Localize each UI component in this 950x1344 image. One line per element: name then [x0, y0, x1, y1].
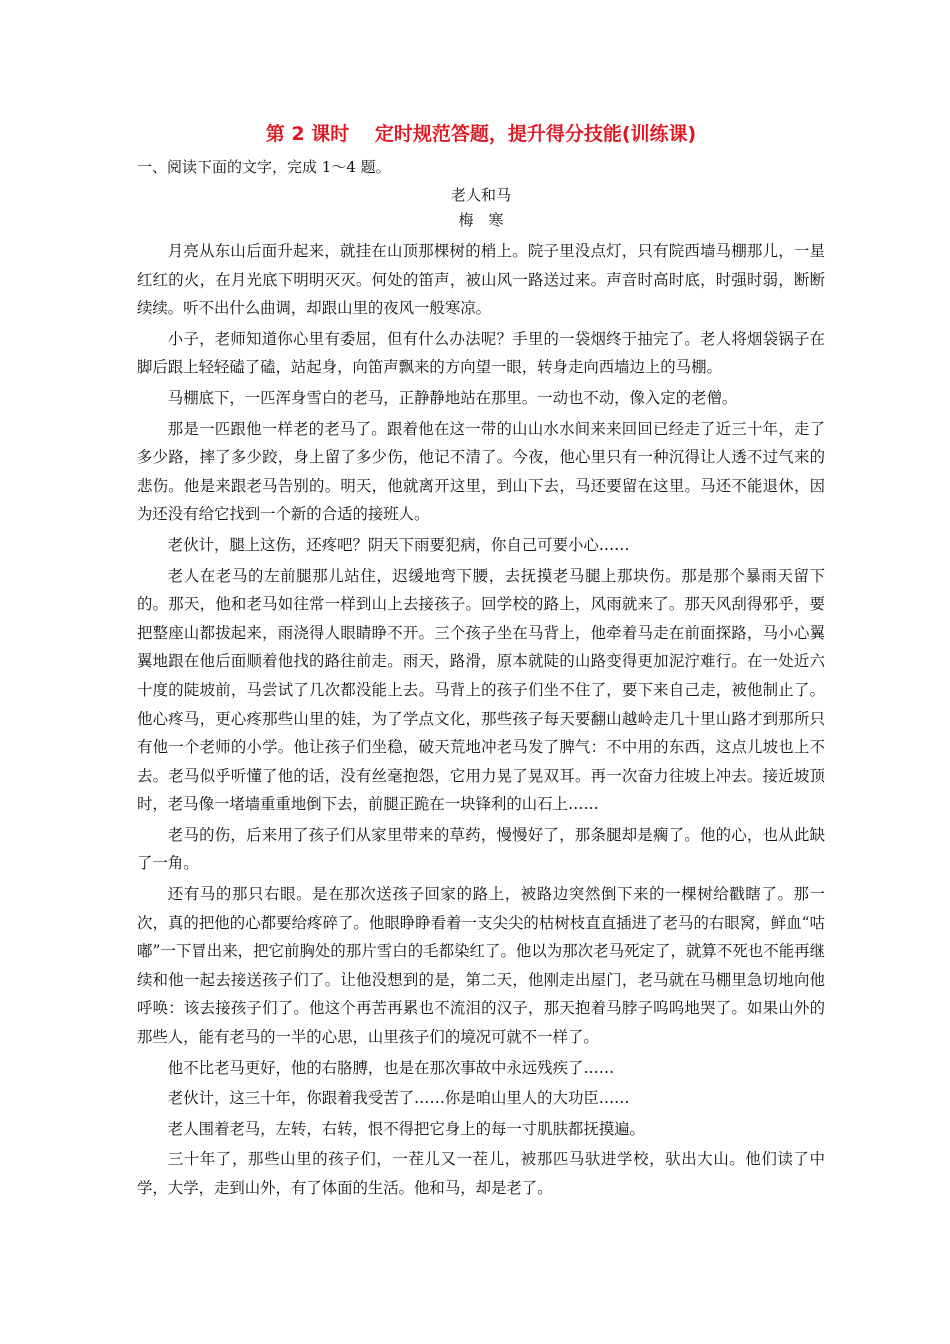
story-paragraph: 那是一匹跟他一样老的老马了。跟着他在这一带的山山水水间来来回回已经走了近三十年，走了多少路，摔了多少跤，身上留了多少伤，他记不清了。今夜，他心里只有一种沉得让人透不过气来的悲伤。他是来跟老马告别的。明天，他就离开这里，到山下去，马还要留在这里。马还不能退休，因为还没有给它找到一个新的合适的接班人。 — [137, 419, 825, 524]
story-paragraph: 马棚底下，一匹浑身雪白的老马，正静静地站在那里。一动也不动，像入定的老僧。 — [167, 388, 738, 407]
question-instruction: 一、阅读下面的文字，完成 1～4 题。 — [137, 158, 391, 176]
story-paragraph: 老伙计，这三十年，你跟着我受苦了……你是咱山里人的大功臣…… — [167, 1089, 630, 1108]
story-paragraph: 老伙计，腿上这伤，还疼吧？阴天下雨要犯病，你自己可要小心…… — [167, 535, 630, 554]
story-paragraph: 老人围着老马，左转，右转，恨不得把它身上的每一寸肌肤都抚摸遍。 — [167, 1119, 645, 1138]
document-body — [137, 120, 825, 1205]
lesson-title: 第 2 课时 定时规范答题，提升得分技能(训练课) — [265, 123, 697, 145]
story-paragraph: 三十年了，那些山里的孩子们，一茬儿又一茬儿，被那匹马驮进学校，驮出大山。他们读了中学，大学，走到山外，有了体面的生活。他和马，却是老了。 — [137, 1150, 825, 1197]
story-paragraph: 他不比老马更好，他的右胳膊，也是在那次事故中永远残疾了…… — [167, 1058, 615, 1077]
story-paragraph: 还有马的那只右眼。是在那次送孩子回家的路上，被路边突然倒下来的一棵树给戳瞎了。那一次，真的把他的心都要给疼碎了。他眼睁睁看着一支尖尖的枯树枝直直插进了老马的右眼窝，鲜血“咕嘟”一下冒出来，把它前胸处的那片雪白的毛都染红了。他以为那次老马死定了，就算不死也不能再继续和他一起去接送孩子们了。让他没想到的是，第二天，他刚走出屋门，老马就在马棚里急切地向他呼唤：该去接孩子们了。他这个再苦再累也不流泪的汉子，那天抱着马脖子呜呜地哭了。如果山外的那些人，能有老马的一半的心思，山里孩子们的境况可就不一样了。 — [137, 885, 825, 1047]
story-title: 老人和马 — [450, 186, 511, 204]
story-paragraph: 月亮从东山后面升起来，就挂在山顶那棵树的梢上。院子里没点灯，只有院西墙马棚那儿，一星红红的火，在月光底下明明灭灭。何处的笛声，被山风一路送过来。声音时高时底，时强时弱，断断续续。听不出什么曲调，却跟山里的夜风一般寒凉。 — [137, 242, 825, 318]
story-author: 梅寒 — [458, 211, 519, 229]
story-paragraph: 小子，老师知道你心里有委屈，但有什么办法呢？手里的一袋烟终于抽完了。老人将烟袋锅子在脚后跟上轻轻磕了磕，站起身，向笛声飘来的方向望一眼，转身走向西墙边上的马棚。 — [137, 329, 825, 377]
story-paragraph: 老马的伤，后来用了孩子们从家里带来的草药，慢慢好了，那条腿却是瘸了。他的心，也从此缺了一角。 — [137, 825, 825, 873]
story-paragraph: 老人在老马的左前腿那儿站住，迟缓地弯下腰，去抚摸老马腿上那块伤。那是那个暴雨天留下的。那天，他和老马如往常一样到山上去接孩子。回学校的路上，风雨就来了。那天风刮得邪乎，要把整座山都拔起来，雨浇得人眼睛睁不开。三个孩子坐在马背上，他牵着马走在前面探路，马小心翼翼地跟在他后面顺着他找的路往前走。雨天，路滑，原本就陡的山路变得更加泥泞难行。在一处近六十度的陡坡前，马尝试了几次都没能上去。马背上的孩子们坐不住了，要下来自己走，被他制止了。他心疼马，更心疼那些山里的娃，为了学点文化，那些孩子每天要翻山越岭走几十里山路才到那所只有他一个老师的小学。他让孩子们坐稳，破天荒地冲老马发了脾气：不中用的东西，这点儿坡也上不去。老马似乎听懂了他的话，没有丝毫抱怨，它用力晃了晃双耳。再一次奋力往坡上冲去。接近坡顶时，老马像一堵墙重重地倒下去，前腿正跪在一块锋利的山石上…… — [137, 566, 825, 814]
